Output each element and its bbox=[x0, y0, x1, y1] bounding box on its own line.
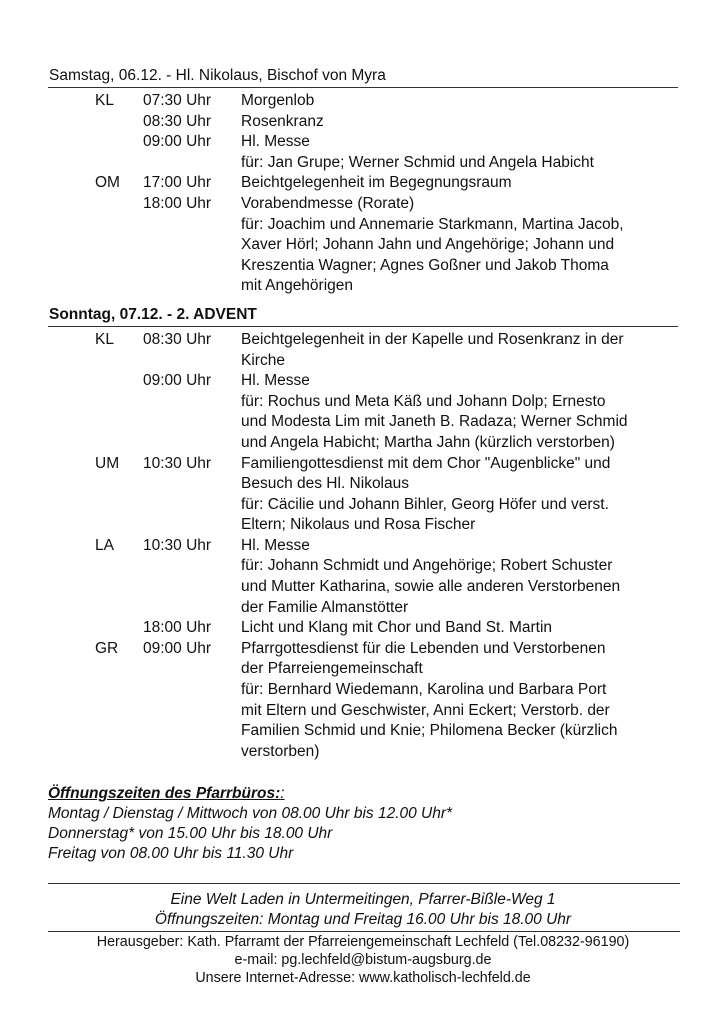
weltladen-hours: Öffnungszeiten: Montag und Freitag 16.00 Uhr bis 18.00 Uhr bbox=[154, 910, 572, 928]
description-line: für: Joachim und Annemarie Starkmann, Martina Jacob, bbox=[241, 215, 624, 233]
saturday-schedule bbox=[48, 91, 678, 297]
description-line: Kirche bbox=[241, 351, 285, 369]
description-line: für: Cäcilie und Johann Bihler, Georg Höfer und verst. bbox=[241, 495, 609, 513]
entry-description bbox=[241, 536, 678, 618]
location-code: KL bbox=[95, 330, 114, 348]
entry-time: 18:00 Uhr bbox=[143, 194, 212, 212]
sunday-header: Sonntag, 07.12. - 2. ADVENT bbox=[48, 305, 678, 327]
description-line: Rosenkranz bbox=[241, 112, 324, 130]
entry-time: 18:00 Uhr bbox=[143, 619, 212, 637]
location-code: UM bbox=[95, 454, 120, 472]
description-line: Hl. Messe bbox=[241, 133, 310, 151]
description-line: Eltern; Nikolaus und Rosa Fischer bbox=[241, 516, 476, 534]
weltladen-block bbox=[48, 883, 678, 929]
saturday-header: Samstag, 06.12. - Hl. Nikolaus, Bischof von Myra bbox=[48, 66, 678, 88]
description-line: Familien Schmid und Knie; Philomena Becker (kürzlich bbox=[241, 722, 618, 740]
schedule-entry bbox=[48, 112, 678, 133]
description-line: und Modesta Lim mit Janeth B. Radaza; Werner Schmid bbox=[241, 413, 628, 431]
description-line: Hl. Messe bbox=[241, 372, 310, 390]
description-line: und Mutter Katharina, sowie alle anderen Verstorbenen bbox=[241, 578, 621, 596]
entry-description bbox=[241, 173, 678, 194]
description-line: Xaver Hörl; Johann Jahn und Angehörige; Johann und bbox=[241, 236, 615, 254]
entry-description bbox=[241, 91, 678, 112]
description-line: Hl. Messe bbox=[241, 536, 310, 554]
description-line: der Familie Almanstötter bbox=[241, 598, 409, 616]
location-code: GR bbox=[95, 639, 119, 657]
description-line: und Angela Habicht; Martha Jahn (kürzlich verstorben) bbox=[241, 433, 615, 451]
schedule-entry bbox=[48, 91, 678, 112]
office-hours-line: Donnerstag* von 15.00 Uhr bis 18.00 Uhr bbox=[48, 825, 333, 843]
email-line[interactable]: e-mail: pg.lechfeld@bistum-augsburg.de bbox=[234, 952, 492, 968]
entry-time: 08:30 Uhr bbox=[143, 112, 212, 130]
entry-description bbox=[241, 371, 678, 453]
schedule-entry bbox=[48, 639, 678, 763]
office-hours bbox=[48, 784, 678, 864]
office-hours-line: Montag / Dienstag / Mittwoch von 08.00 Uhr bis 12.00 Uhr* bbox=[48, 805, 453, 823]
schedule-entry bbox=[48, 371, 678, 453]
website-line[interactable]: Unsere Internet-Adresse: www.katholisch-lechfeld.de bbox=[195, 969, 531, 986]
entry-description bbox=[241, 132, 678, 173]
schedule-entry bbox=[48, 536, 678, 618]
entry-description bbox=[241, 330, 678, 371]
sunday-schedule bbox=[48, 330, 678, 762]
entry-time: 09:00 Uhr bbox=[143, 372, 212, 390]
entry-description bbox=[241, 112, 678, 133]
schedule-entry bbox=[48, 454, 678, 536]
description-line: Familiengottesdienst mit dem Chor "Augenblicke" und bbox=[241, 454, 611, 472]
entry-time: 17:00 Uhr bbox=[143, 174, 212, 192]
weltladen-address: Eine Welt Laden in Untermeitingen, Pfarrer-Bißle-Weg 1 bbox=[170, 891, 556, 909]
location-code bbox=[48, 194, 143, 297]
description-line: der Pfarreiengemeinschaft bbox=[241, 660, 423, 678]
description-line: für: Jan Grupe; Werner Schmid und Angela Habicht bbox=[241, 153, 594, 171]
bulletin-page bbox=[48, 66, 678, 987]
entry-description bbox=[241, 454, 678, 536]
publisher-line: Herausgeber: Kath. Pfarramt der Pfarreiengemeinschaft Lechfeld (Tel.08232-96190) bbox=[96, 934, 630, 951]
description-line: Kreszentia Wagner; Agnes Goßner und Jakob Thoma bbox=[241, 256, 609, 274]
entry-description bbox=[241, 618, 678, 639]
schedule-entry bbox=[48, 194, 678, 297]
entry-time: 07:30 Uhr bbox=[143, 92, 212, 109]
description-line: Vorabendmesse (Rorate) bbox=[241, 194, 415, 212]
entry-description bbox=[241, 194, 678, 297]
schedule-entry bbox=[48, 618, 678, 639]
entry-time: 09:00 Uhr bbox=[143, 639, 212, 657]
entry-time: 10:30 Uhr bbox=[143, 536, 212, 554]
location-code bbox=[48, 132, 143, 173]
office-hours-line: Freitag von 08.00 Uhr bis 11.30 Uhr bbox=[48, 845, 294, 863]
office-hours-heading: Öffnungszeiten des Pfarrbüros:: bbox=[48, 785, 285, 803]
description-line: mit Eltern und Geschwister, Anni Eckert; Verstorb. der bbox=[241, 701, 610, 719]
description-line: Besuch des Hl. Nikolaus bbox=[241, 475, 409, 493]
location-code bbox=[48, 112, 143, 133]
location-code: KL bbox=[95, 92, 114, 109]
description-line: Morgenlob bbox=[241, 92, 315, 109]
entry-time: 08:30 Uhr bbox=[143, 330, 212, 348]
description-line: für: Rochus und Meta Käß und Johann Dolp; Ernesto bbox=[241, 392, 606, 410]
entry-time: 10:30 Uhr bbox=[143, 454, 212, 472]
description-line: verstorben) bbox=[241, 742, 320, 760]
schedule-entry bbox=[48, 132, 678, 173]
entry-time: 09:00 Uhr bbox=[143, 133, 212, 151]
location-code: OM bbox=[95, 174, 120, 192]
description-line: für: Johann Schmidt und Angehörige; Robert Schuster bbox=[241, 557, 613, 575]
description-line: Beichtgelegenheit in der Kapelle und Rosenkranz in der bbox=[241, 330, 624, 348]
description-line: mit Angehörigen bbox=[241, 277, 354, 295]
impressum bbox=[48, 931, 678, 987]
description-line: für: Bernhard Wiedemann, Karolina und Barbara Port bbox=[241, 681, 607, 699]
description-line: Pfarrgottesdienst für die Lebenden und Verstorbenen bbox=[241, 639, 606, 657]
location-code bbox=[48, 618, 143, 639]
description-line: Beichtgelegenheit im Begegnungsraum bbox=[241, 174, 512, 192]
entry-description bbox=[241, 639, 678, 763]
location-code: LA bbox=[95, 536, 114, 554]
schedule-entry bbox=[48, 330, 678, 371]
schedule-entry bbox=[48, 173, 678, 194]
location-code bbox=[48, 371, 143, 453]
description-line: Licht und Klang mit Chor und Band St. Martin bbox=[241, 619, 553, 637]
